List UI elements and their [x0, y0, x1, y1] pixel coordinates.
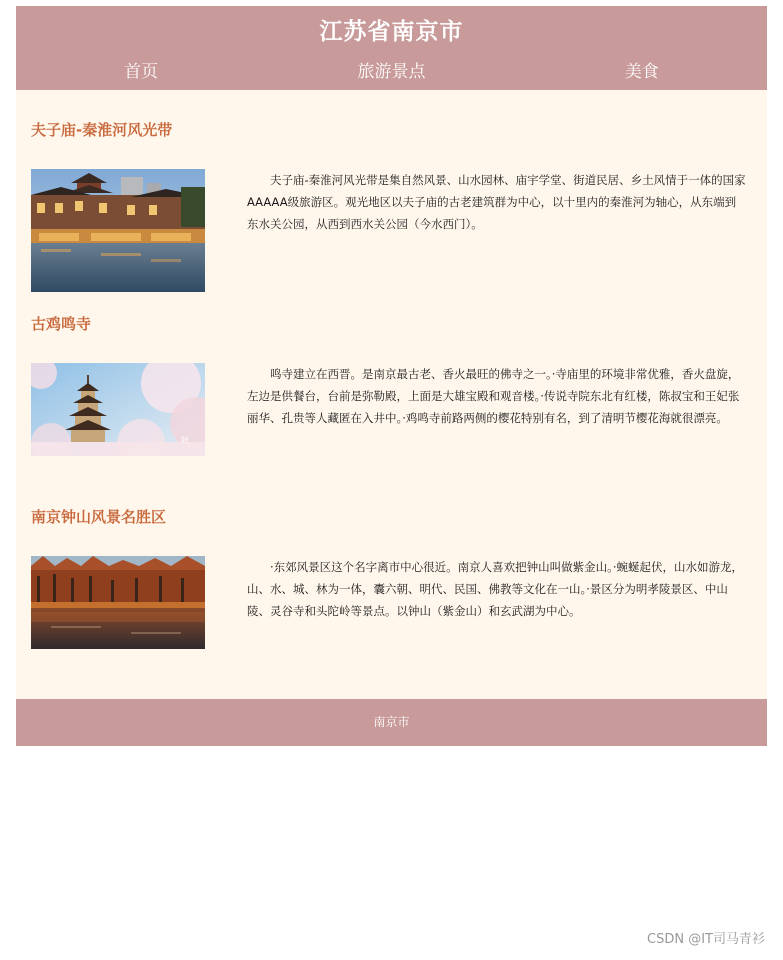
site-header	[16, 6, 767, 90]
zhongshan-photo	[31, 556, 205, 649]
section-description: 夫子庙-秦淮河风光带是集自然风景、山水园林、庙宇学堂、街道民居、乡土风情于一体的国家AAAAA级旅游区。观光地区以夫子庙的古老建筑群为中心，以十里内的秦淮河为轴心，从东端到东水关公园，从西到西水关公园（今水西门）。	[247, 173, 746, 231]
nav-link-home[interactable]: 首页	[124, 62, 159, 82]
watermark: CSDN @IT司马青衫	[647, 932, 765, 947]
site-title: 江苏省南京市	[319, 19, 464, 45]
section-title: 古鸡鸣寺	[31, 315, 92, 333]
site-footer	[16, 699, 767, 746]
footer-text: 南京市	[373, 715, 410, 729]
section-description: 鸣寺建立在西晋。是南京最古老、香火最旺的佛寺之一。·寺庙里的环境非常优雅，香火盘旋，左边是供餐台，台前是弥勒殿，上面是大雄宝殿和观音楼。·传说寺院东北有红楼，陈叔宝和王妃张丽华、孔贵等人藏匿在入井中。·鸡鸣寺前路两侧的樱花特别有名，到了清明节樱花海就很漂亮。	[247, 367, 740, 425]
section-title: 夫子庙-秦淮河风光带	[31, 121, 173, 139]
main-nav	[16, 61, 767, 83]
section-title: 南京钟山风景名胜区	[31, 508, 167, 526]
page-container	[16, 6, 767, 746]
photo-signature-mark: 秋	[181, 436, 189, 445]
section-description: ·东郊风景区这个名字离市中心很近。南京人喜欢把钟山叫做紫金山。·蜿蜒起伏，山水如游龙，山、水、城、林为一体，囊六朝、明代、民国、佛教等文化在一山。·景区分为明孝陵景区、中山陵、灵谷寺和头陀岭等景点。以钟山（紫金山）和玄武湖为中心。	[247, 560, 744, 618]
main-content	[16, 90, 767, 699]
nav-link-attractions[interactable]: 旅游景点	[357, 62, 426, 82]
jiming-temple-photo	[31, 363, 205, 456]
fuzimiao-photo	[31, 169, 205, 292]
nav-link-food[interactable]: 美食	[624, 62, 659, 82]
